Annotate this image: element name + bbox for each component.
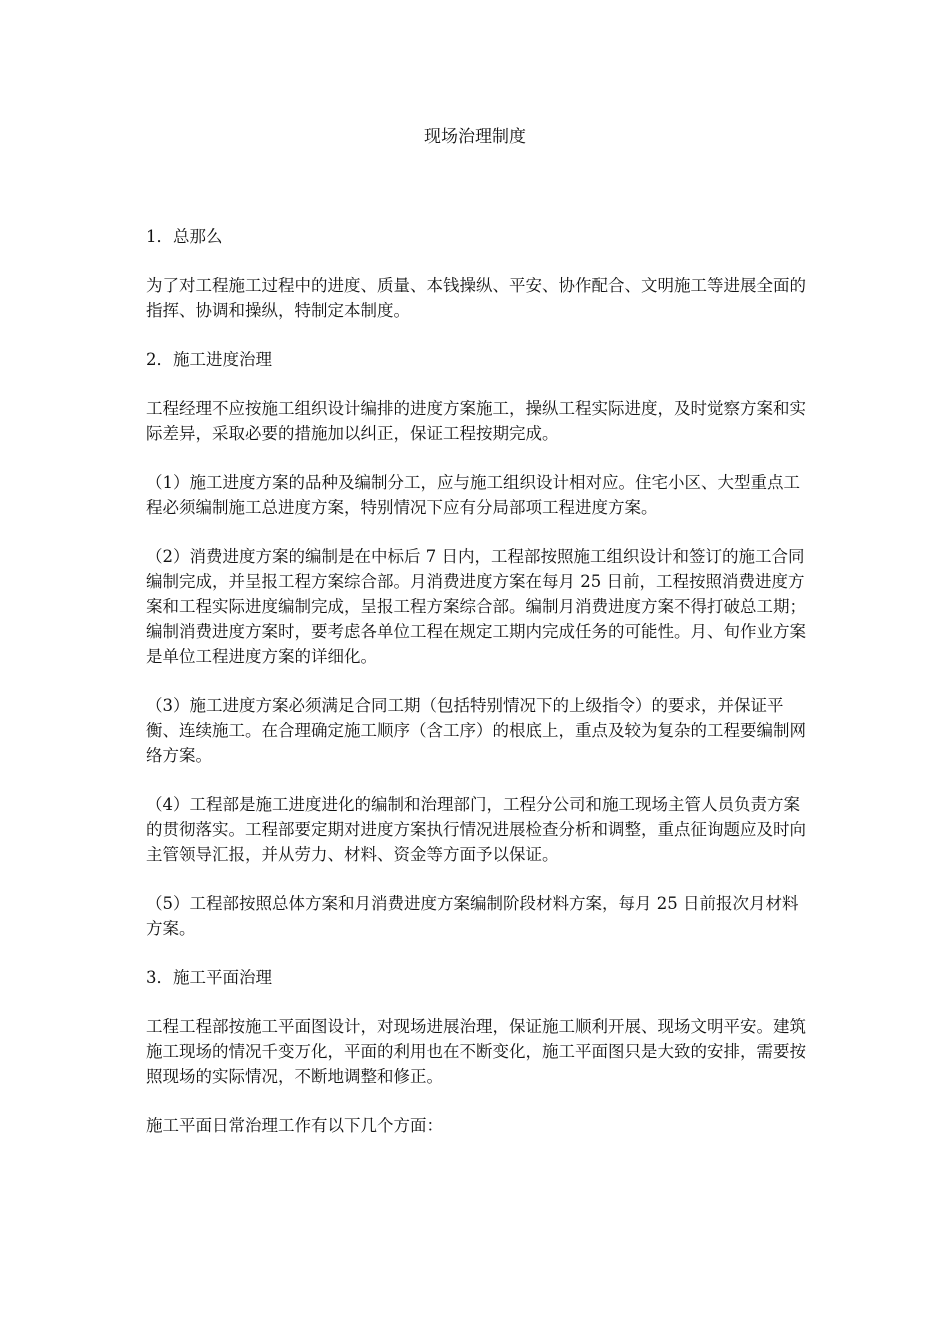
paragraph-purpose: 为了对工程施工过程中的进度、质量、本钱操纵、平安、协作配合、文明施工等进展全面的指挥、协调和操纵，特制定本制度。 (146, 276, 806, 320)
paragraph-progress-item-3: （3）施工进度方案必须满足合同工期（包括特别情况下的上级指令）的要求，并保证平衡、连续施工。在合理确定施工顺序（含工序）的根底上，重点及较为复杂的工程要编制网络方案。 (146, 696, 806, 765)
paragraph-layout-daily: 施工平面日常治理工作有以下几个方面： (146, 1116, 443, 1135)
paragraph-progress-item-2: （2）消费进度方案的编制是在中标后 7 日内，工程部按照施工组织设计和签订的施工合同编制完成，并呈报工程方案综合部。月消费进度方案在每月 25 日前，工程按照消费进度方案和工程实际进度编制完成，呈报工程方案综合部。编制月消费进度方案不得打破总工期；编制消费进度方案时，要考虑各单位工程在规定工期内完成任务的可能性。月、旬作业方案是单位工程进度方案的详细化。 (146, 547, 806, 666)
section-heading-layout: 3．施工平面治理 (146, 968, 272, 987)
document-body (146, 224, 806, 1162)
document-title: 现场治理制度 (424, 127, 526, 147)
paragraph-progress-intro: 工程经理不应按施工组织设计编排的进度方案施工，操纵工程实际进度，及时觉察方案和实际差异，采取必要的措施加以纠正，保证工程按期完成。 (146, 399, 806, 443)
paragraph-progress-item-5: （5）工程部按照总体方案和月消费进度方案编制阶段材料方案，每月 25 日前报次月材料方案。 (146, 894, 799, 938)
paragraph-layout-intro: 工程工程部按施工平面图设计，对现场进展治理，保证施工顺利开展、现场文明平安。建筑施工现场的情况千变万化，平面的利用也在不断变化，施工平面图只是大致的安排，需要按照现场的实际情况，不断地调整和修正。 (146, 1017, 806, 1086)
paragraph-progress-item-4: （4）工程部是施工进度进化的编制和治理部门，工程分公司和施工现场主管人员负责方案的贯彻落实。工程部要定期对进度方案执行情况进展检查分析和调整，重点征询题应及时向主管领导汇报，并从劳力、材料、资金等方面予以保证。 (146, 795, 806, 864)
paragraph-progress-item-1: （1）施工进度方案的品种及编制分工，应与施工组织设计相对应。住宅小区、大型重点工程必须编制施工总进度方案，特别情况下应有分局部项工程进度方案。 (146, 473, 800, 517)
section-heading-general: 1．总那么 (146, 227, 223, 246)
section-heading-progress: 2．施工进度治理 (146, 350, 272, 369)
